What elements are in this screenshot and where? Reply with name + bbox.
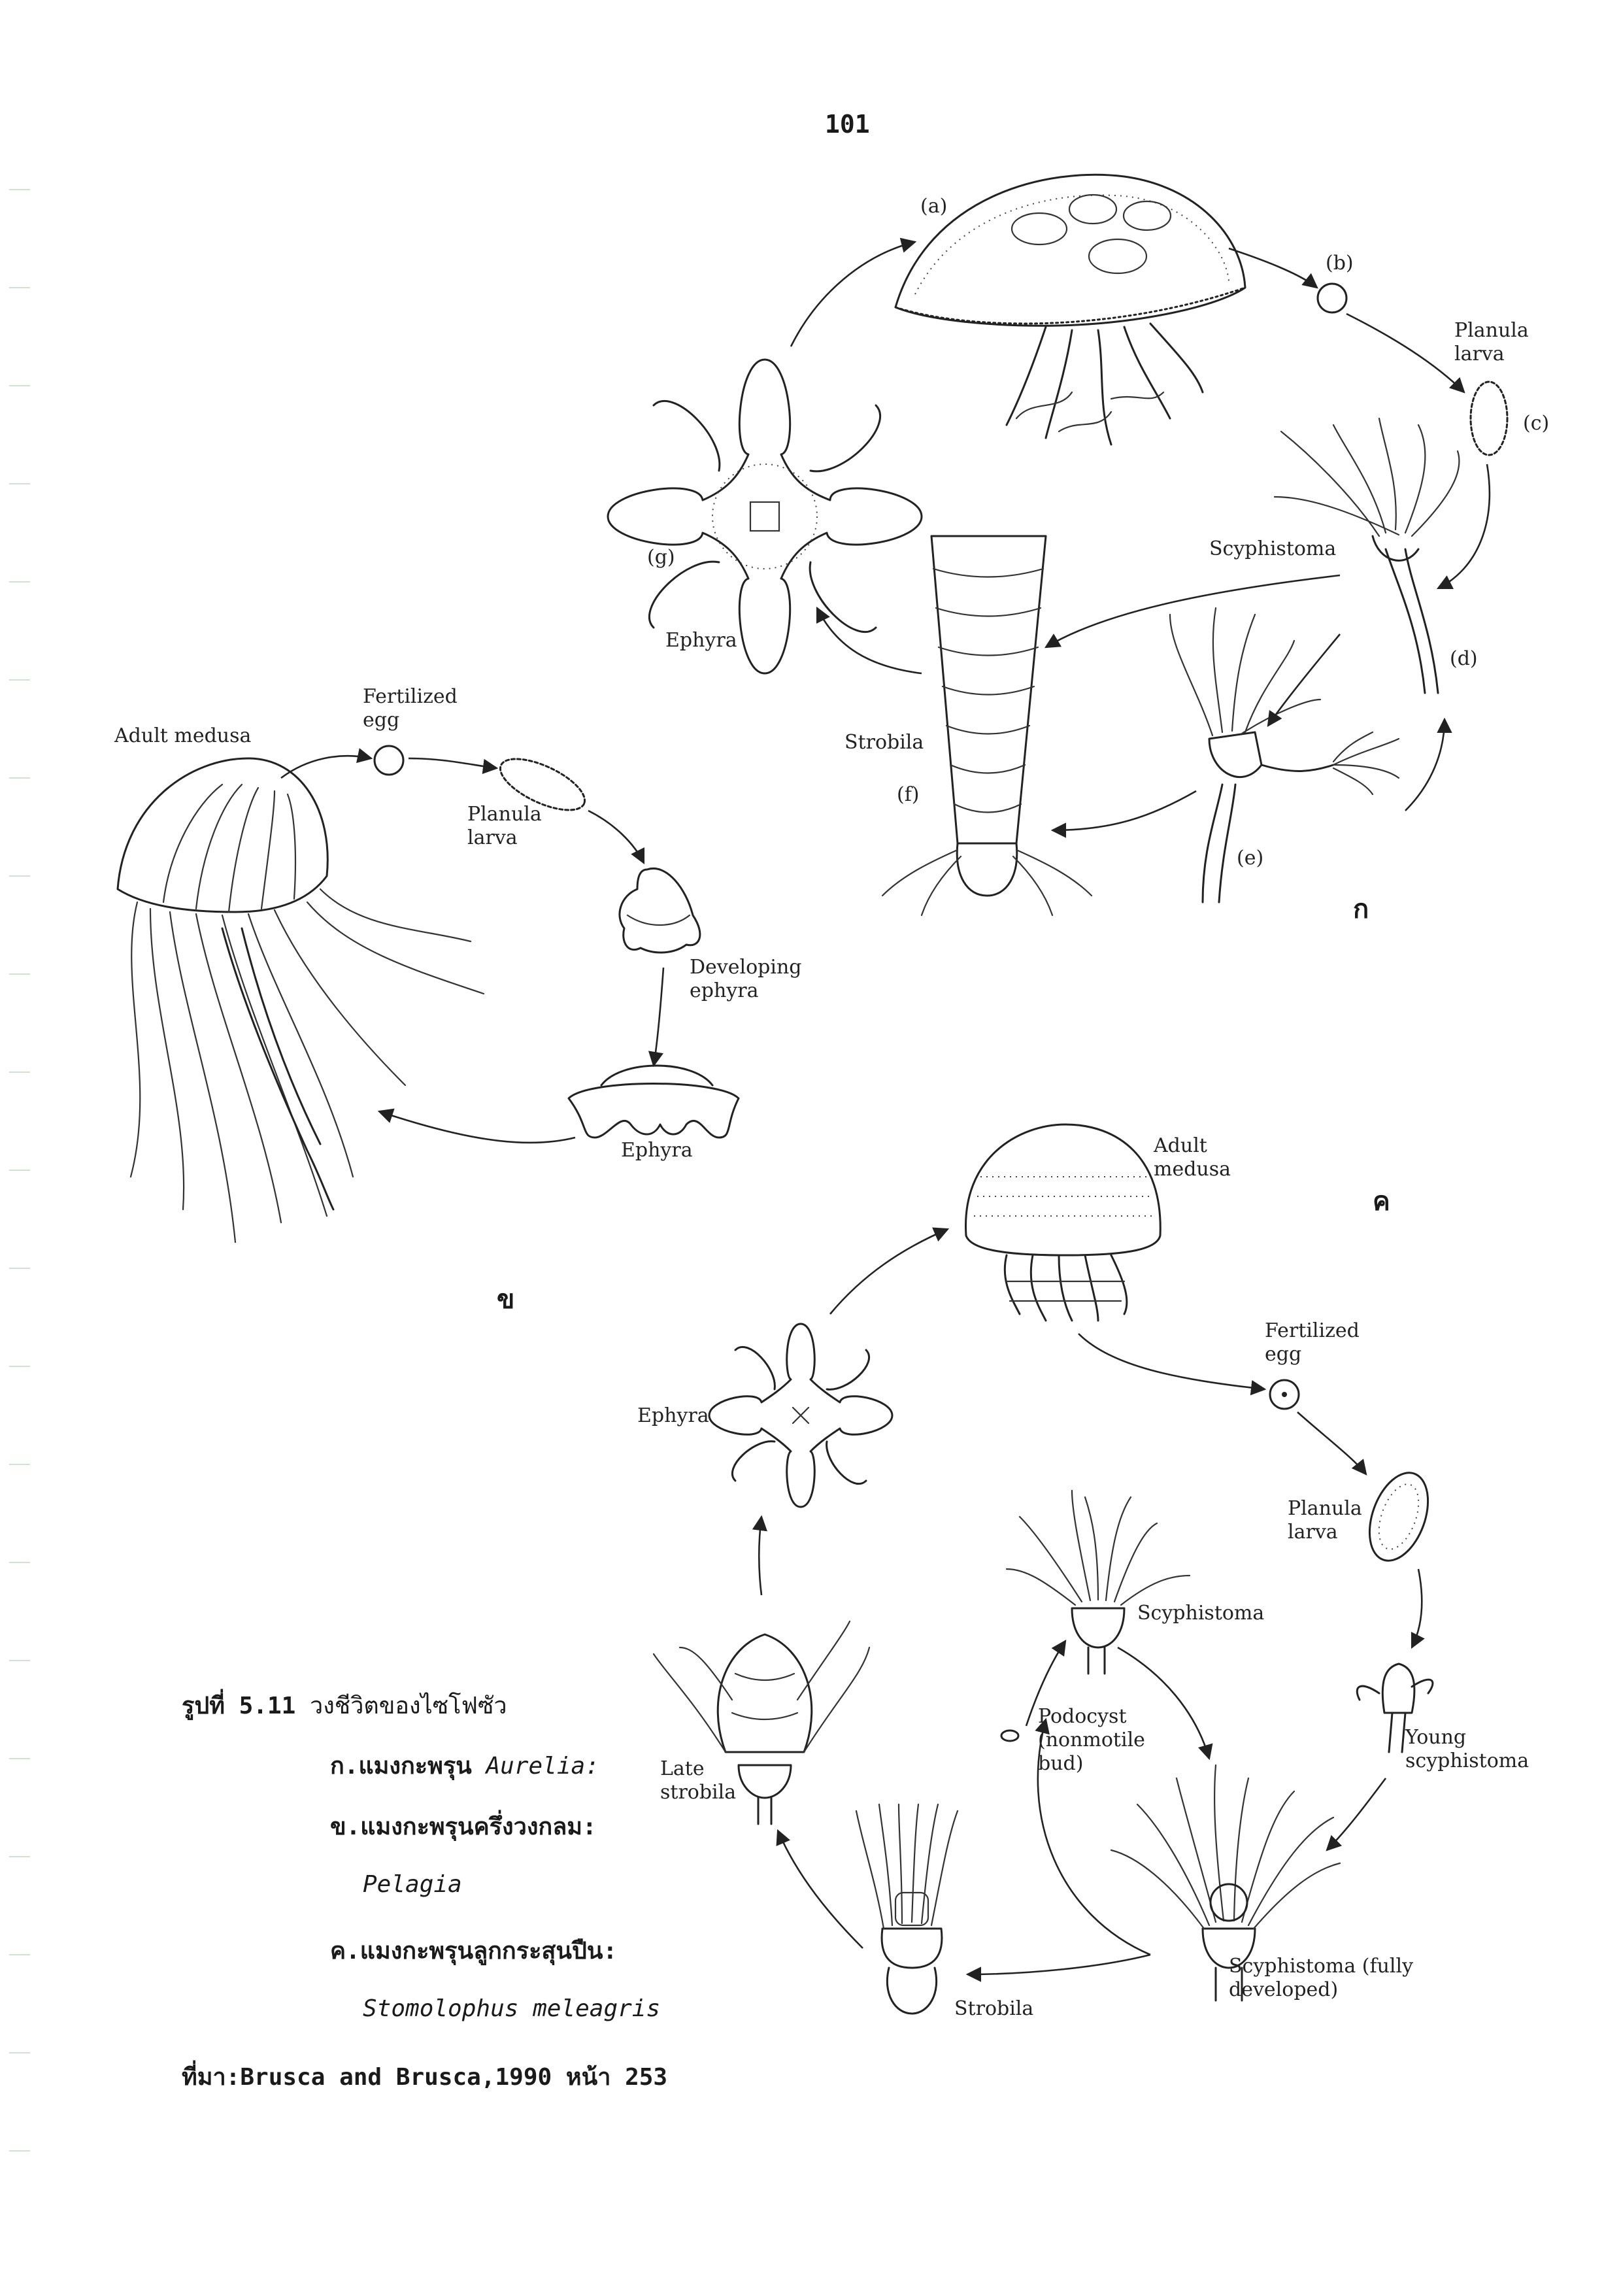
stomolophus-cycle xyxy=(654,1124,1439,2014)
caption-line-b-sci: Pelagia xyxy=(363,1871,462,1898)
pelagia-developing-ephyra xyxy=(620,868,700,953)
aurelia-budding-polyp xyxy=(1170,608,1399,902)
label-stomolophus-late: Late strobila xyxy=(660,1757,737,1804)
panel-label-ko: ก xyxy=(1353,894,1369,924)
panel-label-kho-khwai: ค xyxy=(1373,1186,1390,1217)
label-pelagia-egg: Fertilized egg xyxy=(363,685,458,732)
label-pelagia-adult: Adult medusa xyxy=(114,724,252,747)
label-aurelia-planula: Planula larva xyxy=(1454,319,1529,365)
caption-title-prefix: รูปที่ 5.11 xyxy=(182,1693,296,1719)
stomolophus-egg xyxy=(1270,1380,1299,1409)
label-stomolophus-adult: Adult medusa xyxy=(1154,1134,1231,1181)
label-b: (b) xyxy=(1326,252,1354,275)
stomolophus-scyphistoma xyxy=(1007,1491,1190,1674)
label-aurelia-strobila: Strobila xyxy=(844,731,924,754)
caption-source xyxy=(182,2058,667,2095)
caption-source-prefix: ที่มา: xyxy=(182,2064,241,2091)
label-stomolophus-scyphistoma: Scyphistoma xyxy=(1137,1602,1265,1625)
pelagia-ephyra xyxy=(569,1066,739,1138)
aurelia-ephyra xyxy=(608,360,922,673)
caption-line-c-text: ค.แมงกะพรุนลูกกระสุนปืน: xyxy=(330,1938,618,1965)
caption-line-a-sci: Aurelia: xyxy=(486,1753,599,1780)
stomolophus-strobila xyxy=(856,1804,958,2014)
caption-line-b-text: ข.แมงกะพรุนครึ่งวงกลม: xyxy=(330,1814,597,1840)
label-a: (a) xyxy=(920,195,948,218)
label-e: (e) xyxy=(1237,847,1264,869)
aurelia-adult-medusa xyxy=(895,175,1245,445)
aurelia-egg xyxy=(1318,284,1346,312)
margin-ticks xyxy=(9,190,30,2151)
caption-title-text: วงชีวิตของไซโฟซัว xyxy=(309,1693,507,1719)
label-stomolophus-planula: Planula larva xyxy=(1288,1497,1362,1544)
stomolophus-podocyst xyxy=(1001,1730,1018,1741)
caption-line-b xyxy=(330,1808,597,1845)
panel-label-kho: ข xyxy=(497,1284,515,1315)
label-c: (c) xyxy=(1523,412,1550,435)
caption-title xyxy=(182,1687,507,1724)
label-stomolophus-ephyra: Ephyra xyxy=(637,1404,709,1427)
caption-line-a-text: ก.แมงกะพรุน xyxy=(330,1753,472,1780)
stomolophus-adult-medusa xyxy=(966,1124,1161,1321)
label-pelagia-ephyra: Ephyra xyxy=(621,1139,693,1162)
label-stomolophus-strobila: Strobila xyxy=(954,1997,1034,2020)
label-aurelia-scyphistoma: Scyphistoma xyxy=(1209,537,1337,560)
label-aurelia-ephyra: Ephyra xyxy=(665,629,737,652)
aurelia-cycle xyxy=(608,175,1507,915)
caption-line-c-sci: Stomolophus meleagris xyxy=(363,1995,661,2022)
label-d: (d) xyxy=(1450,647,1478,670)
label-pelagia-planula: Planula larva xyxy=(467,803,542,849)
pelagia-adult-medusa xyxy=(118,758,484,1242)
stomolophus-ephyra xyxy=(709,1324,892,1507)
label-stomolophus-young: Young scyphistoma xyxy=(1405,1726,1529,1772)
caption-line-c xyxy=(330,1932,617,1969)
caption-source-text: Brusca and Brusca,1990 หน้า 253 xyxy=(240,2064,668,2091)
label-f: (f) xyxy=(897,783,920,806)
aurelia-planula xyxy=(1471,382,1507,455)
label-stomolophus-egg: Fertilized egg xyxy=(1265,1319,1360,1366)
pelagia-cycle xyxy=(118,746,739,1242)
page-number: 101 xyxy=(825,110,870,139)
label-stomolophus-full: Scyphistoma (fully developed) xyxy=(1229,1955,1414,2001)
pelagia-egg xyxy=(375,746,403,775)
label-g: (g) xyxy=(647,546,675,569)
aurelia-strobila xyxy=(882,536,1092,915)
label-stomolophus-podocyst: Podocyst (nonmotile bud) xyxy=(1038,1705,1145,1775)
label-pelagia-developing: Developing ephyra xyxy=(690,956,802,1002)
caption-line-a xyxy=(330,1747,599,1784)
